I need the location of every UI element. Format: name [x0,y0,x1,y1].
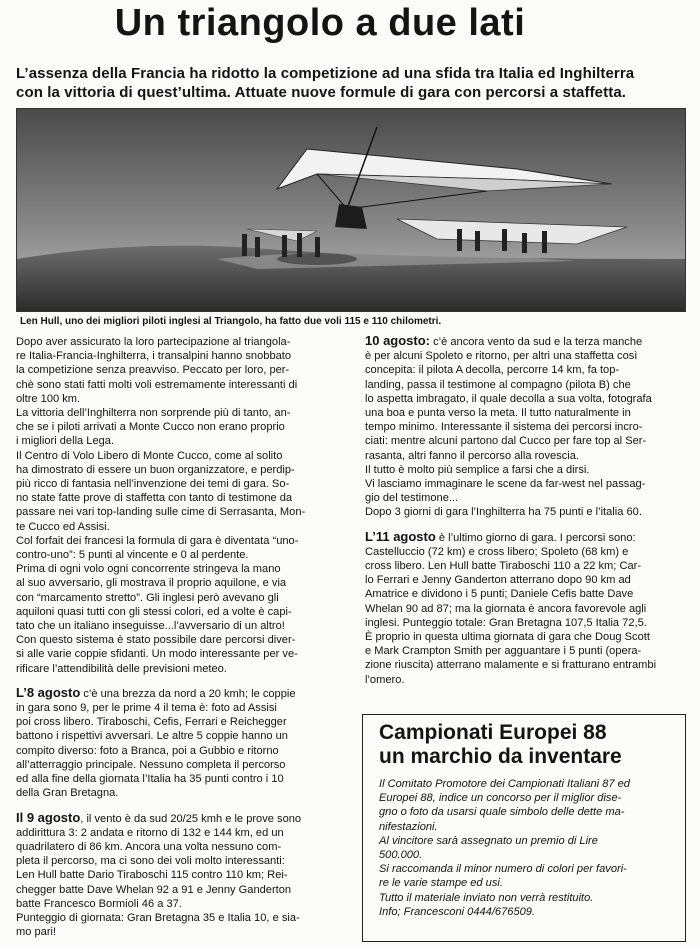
article-title: Un triangolo a due lati [114,2,526,44]
box-title: Campionati Europei 88 un marchio da inventare [379,721,622,768]
paragraph: Prima di ogni volo ogni concorrente stringeva la mano al suo avversario, gli mostrava il proprio aquilone, e via con “marcamento stretto”. Gli inglesi però avevano gli aquiloni quasi tutti con gli stessi colori, ed a volte è capi- tato che un italiano inseguisse...l’avversario di un altro! [16,563,292,633]
lead-line: L’assenza della Francia ha ridotto la competizione ad una sfida tra Italia ed Inghilterra [16,65,635,82]
article-lead [16,64,686,102]
date-label: L’11 agosto [365,528,436,544]
box-body: Il Comitato Promotore dei Campionati Italiani 87 ed Europei 88, indice un concorso per il miglior dise- gno o foto da usarsi quale simbolo delle dette ma- nifestazioni. Al vincitore sarà assegnato un premio di Lire 500.000. Si raccomanda il minor numero di colori per favori- re le varie stampe ed usi. Tutto il materiale inviato non verrà restituito. Info; Francesconi 0444/676509. [379,778,630,918]
paragraph-9-agosto: Il 9 agosto, il vento è da sud 20/25 kmh e le prove sono addirittura 3: 2 andata e ritorno di 132 e 144 km, ed un quadrilatero di 86 km. Ancora una volta nessuno com- pleta il percorso, ma ci sono dei voli molto interessanti: Len Hull batte Dario Tiraboschi 115 contro 110 km; Rei- chegger batte Dave Whelan 92 a 91 e Jenny Ganderton batte Francesco Bormioli 46 a 37. [16,809,302,910]
paragraph: Dopo aver assicurato la loro partecipazione al triangola- re Italia-Francia-Inghilterra, i transalpini hanno snobbato la competizione senza preavviso. Peccato per loro, per- chè sono stati fatti molti voli estremamente interessanti di oltre 100 km. [16,336,298,405]
paragraph-10-agosto: 10 agosto: c’è ancora vento da sud e la terza manche è per alcuni Spoleto e ritorno, per altri una staffetta così concepita: il pilota A decolla, percorre 14 km, fa top- landing, passa il testimone al compagno (pilota B) che lo aspetta imbragato, il quale decolla a sua volta, fotografa una boa e punta verso la meta. Il tutto naturalmente in tempo minimo. Interessante il sistema dei percorsi incro- ciati: mentre alcuni partono dal Cucco per fare top al Ser- rasanta, altri fanno il percorso alla rovescia. [365,333,652,462]
paragraph: Col forfait dei francesi la formula di gara è diventata “uno- contro-uno”: 5 punti al vincente e 0 al perdente. [16,534,299,562]
photo-caption: Len Hull, uno dei migliori piloti inglesi al Triangolo, ha fatto due voli 115 e 110 chilometri. [20,316,442,327]
date-label: 10 agosto: [365,333,431,348]
paragraph: La vittoria dell’Inghilterra non sorprende più di tanto, an- che se i piloti arrivati a Monte Cucco non erano proprio i migliori della Lega. [16,407,291,448]
contest-announcement-box [362,714,686,942]
hang-glider-photo [16,108,686,312]
date-label: L’8 agosto [16,684,81,700]
paragraph-11-agosto: L’11 agosto è l’ultimo giorno di gara. I percorsi sono: Castelluccio (72 km) e cross libero; Spoleto (68 km) e cross libero. Len Hull batte Tiraboschi 110 a 22 km; Car- lo Ferrari e Jenny Ganderton atterrano dopo 90 km ad Amatrice e dividono i 5 punti; Daniele Cefis batte Dave Whelan 90 ad 87; ma la giornata è ancora favorevole agli inglesi. Punteggio totale: Gran Bretagna 107,5 Italia 72,5. È proprio in questa ultima giornata di gara che Doug Scott e Mark Crampton Smith per agguantare i 5 punti (opera- zione riuscita) atterrano malamente e si fratturano entrambi l’omero. [365,528,657,686]
lead-line: con la vittoria di quest’ultima. Attuate nuove formule di gara con percorsi a staffetta. [16,84,627,101]
paragraph: Il Centro di Volo Libero di Monte Cucco, come al solito ha dimostrato di essere un buon organizzatore, e perdip- più ricco di fantasia nell’invenzione dei temi di gara. So- no state fatte prove di staffetta con tanto di testimone da passare nei vari top-landing sulle cime di Serrasanta, Mon- te Cucco ed Assisi. [16,449,306,533]
date-label: Il 9 agosto [16,809,81,825]
paragraph-8-agosto: L’8 agosto c’è una brezza da nord a 20 kmh; le coppie in gara sono 9, per le prime 4 il tema è: foto ad Assisi poi cross libero. Tiraboschi, Cefis, Ferrari e Reichegger battono i rispettivi avversari. Le altre 5 coppie hanno un compito diverso: foto a Branca, poi a Gubbio e ritorno all’atterraggio principale. Nessuno completa il percorso ed alla fine della giornata l’Italia ha 35 punti contro i 10 della Gran Bretagna. [16,684,296,800]
hang-glider-photo-illustration [17,109,685,311]
paragraph: Con questo sistema è stato possibile dare percorsi diver- si alle varie coppie sfidanti. Un modo interessante per ve- rificare l’attendibilità delle previsioni meteo. [16,634,298,675]
article-left-column [16,335,356,939]
paragraph: Punteggio di giornata: Gran Bretagna 35 e Italia 10, e sia- mo pari! [16,911,300,939]
article-right-column [365,334,690,687]
paragraph: Il tutto è molto più semplice a farsi che a dirsi. Vi lasciamo immaginare le scene da far-west nel passag- gio del testimone... Dopo 3 giorni di gara l’Inghilterra ha 75 punti e l’italia 60. [365,463,646,519]
